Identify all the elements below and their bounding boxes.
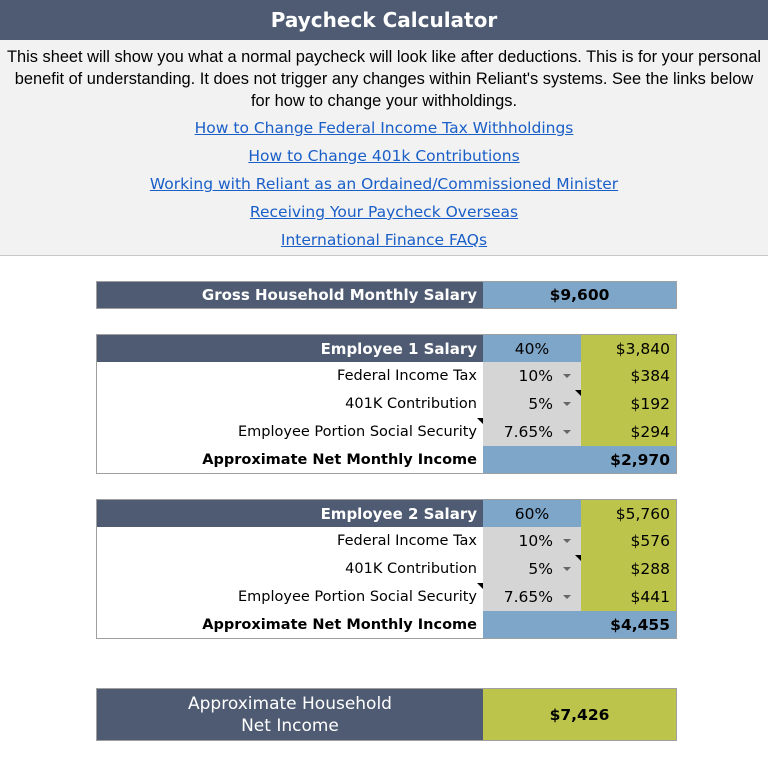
household-net-label-line1: Approximate Household xyxy=(188,693,392,714)
employee-2-federal-tax-amount: $576 xyxy=(581,527,676,555)
employee-1-net-label: Approximate Net Monthly Income xyxy=(202,451,477,468)
employee-1-federal-tax-amount: $384 xyxy=(581,362,676,390)
employee-1-401k-label xyxy=(97,390,483,418)
employee-2-social-security-label xyxy=(97,583,483,611)
page-title: Paycheck Calculator xyxy=(0,0,768,40)
employee-2-401k-rate[interactable] xyxy=(483,555,581,583)
employee-2-social-security-label-text: Employee Portion Social Security xyxy=(237,589,477,605)
employee-1-block xyxy=(96,334,677,474)
employee-1-401k-label-text: 401K Contribution xyxy=(345,396,477,412)
chevron-down-icon[interactable] xyxy=(563,374,571,378)
link-ordained-minister[interactable]: Working with Reliant as an Ordained/Commissioned Minister xyxy=(149,175,619,193)
employee-1-salary: $3,840 xyxy=(581,335,676,362)
household-net-label-line2: Net Income xyxy=(241,715,339,736)
employee-1-social-security-label xyxy=(97,418,483,446)
gross-salary-value[interactable]: $9,600 xyxy=(483,282,676,308)
employee-2-social-security-rate[interactable] xyxy=(483,583,581,611)
gross-salary-label: Gross Household Monthly Salary xyxy=(97,282,483,308)
employee-1-401k-rate-value: 5% xyxy=(528,395,553,413)
employee-1-social-security-label-text: Employee Portion Social Security xyxy=(237,424,477,440)
household-net-row xyxy=(96,688,677,741)
employee-1-401k-amount: $192 xyxy=(581,390,676,418)
link-401k-contributions[interactable]: How to Change 401k Contributions xyxy=(248,147,520,165)
chevron-down-icon[interactable] xyxy=(563,567,571,571)
employee-2-social-security-rate-value: 7.65% xyxy=(503,588,553,606)
chevron-down-icon[interactable] xyxy=(563,595,571,599)
chevron-down-icon[interactable] xyxy=(563,539,571,543)
employee-2-salary: $5,760 xyxy=(581,500,676,527)
employee-2-net-value: $4,455 xyxy=(610,615,670,634)
employee-2-federal-tax-rate-value: 10% xyxy=(518,532,553,550)
employee-2-header: Employee 2 Salary xyxy=(97,500,483,527)
employee-1-social-security-amount: $294 xyxy=(581,418,676,446)
employee-2-net-label: Approximate Net Monthly Income xyxy=(202,616,477,633)
employee-1-federal-tax-rate[interactable] xyxy=(483,362,581,390)
household-net-label xyxy=(97,689,483,740)
intro-text: This sheet will show you what a normal paycheck will look like after deductions. This is for your personal benefit of understanding. It does not trigger any changes within Reliant's systems. See the links below for how to change your withholdings. xyxy=(6,48,761,110)
employee-2-401k-rate-value: 5% xyxy=(528,560,553,578)
employee-1-share[interactable]: 40% xyxy=(483,335,581,362)
employee-1-header: Employee 1 Salary xyxy=(97,335,483,362)
link-paycheck-overseas[interactable]: Receiving Your Paycheck Overseas xyxy=(249,203,519,221)
link-federal-tax-withholdings[interactable]: How to Change Federal Income Tax Withholdings xyxy=(194,119,574,137)
employee-1-social-security-rate-value: 7.65% xyxy=(503,423,553,441)
employee-2-share[interactable]: 60% xyxy=(483,500,581,527)
employee-1-net-value: $2,970 xyxy=(610,450,670,469)
chevron-down-icon[interactable] xyxy=(563,402,571,406)
employee-2-social-security-amount: $441 xyxy=(581,583,676,611)
employee-2-federal-tax-rate[interactable] xyxy=(483,527,581,555)
employee-2-401k-amount: $288 xyxy=(581,555,676,583)
employee-2-federal-tax-label: Federal Income Tax xyxy=(337,533,477,549)
household-net-value: $7,426 xyxy=(483,689,676,740)
employee-1-federal-tax-label: Federal Income Tax xyxy=(337,368,477,384)
employee-2-block xyxy=(96,499,677,639)
gross-salary-row xyxy=(96,281,677,309)
chevron-down-icon[interactable] xyxy=(563,430,571,434)
employee-1-federal-tax-rate-value: 10% xyxy=(518,367,553,385)
employee-1-social-security-rate[interactable] xyxy=(483,418,581,446)
link-international-faqs[interactable]: International Finance FAQs xyxy=(280,231,488,249)
employee-1-401k-rate[interactable] xyxy=(483,390,581,418)
employee-2-401k-label: 401K Contribution xyxy=(345,561,477,577)
